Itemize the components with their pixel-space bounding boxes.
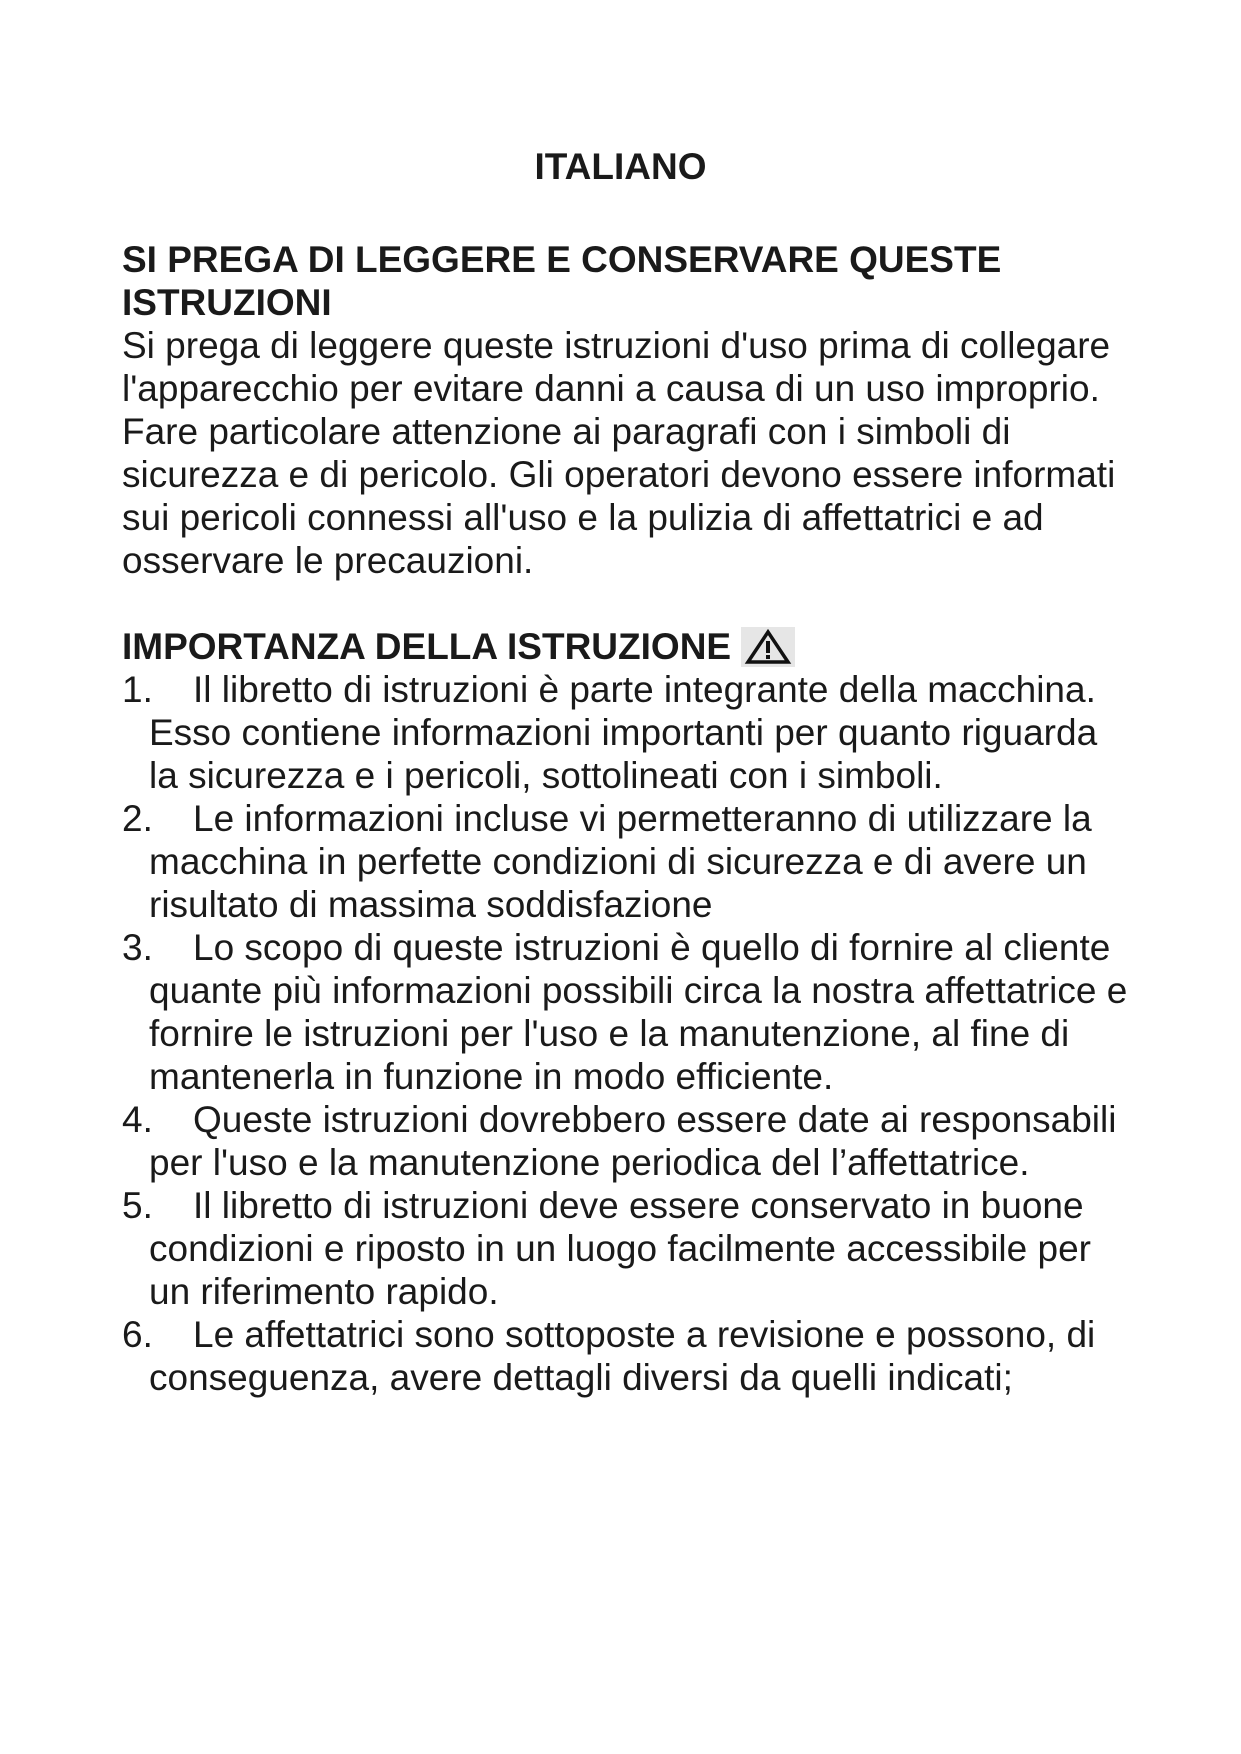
section-heading-read-instructions: SI PREGA DI LEGGERE E CONSERVARE QUESTE ISTRUZIONI	[122, 239, 1002, 323]
warning-triangle-icon	[741, 627, 795, 667]
list-item-text: Lo scopo di queste istruzioni è quello di fornire al cliente quante più informazioni possibili circa la nostra affettatrice e fornire le istruzioni per l'uso e la manutenzione, al fine di mantenerla in funzione in modo efficiente.	[149, 927, 1128, 1097]
language-title: ITALIANO	[534, 146, 707, 187]
list-item-number: 3.	[122, 927, 153, 968]
list-item	[122, 1313, 1132, 1399]
section-heading-importance-label: IMPORTANZA DELLA ISTRUZIONE	[122, 626, 732, 667]
list-item	[122, 926, 1132, 1098]
list-item	[122, 1098, 1132, 1184]
list-item-text: Queste istruzioni dovrebbero essere date ai responsabili per l'uso e la manutenzione periodica del l’affettatrice.	[149, 1099, 1117, 1183]
list-item	[122, 1184, 1132, 1313]
instructions-list	[122, 668, 1132, 1399]
document-content	[122, 238, 1132, 1399]
list-item-number: 5.	[122, 1185, 153, 1226]
list-item-number: 1.	[122, 669, 153, 710]
list-item-number: 6.	[122, 1314, 153, 1355]
list-item	[122, 668, 1132, 797]
section-heading-importance	[122, 625, 1132, 668]
list-item-number: 4.	[122, 1099, 153, 1140]
intro-paragraph: Si prega di leggere queste istruzioni d'uso prima di collegare l'apparecchio per evitare danni a causa di un uso improprio. Fare particolare attenzione ai paragrafi con i simboli di sicurezza e di pericolo. Gli operatori devono essere informati sui pericoli connessi all'uso e la pulizia di affettatrici e ad osservare le precauzioni.	[122, 325, 1116, 581]
list-item-text: Il libretto di istruzioni deve essere conservato in buone condizioni e riposto in un luogo facilmente accessibile per un riferimento rapido.	[149, 1185, 1091, 1312]
list-item-text: Le affettatrici sono sottoposte a revisione e possono, di conseguenza, avere dettagli diversi da quelli indicati;	[149, 1314, 1096, 1398]
list-item-number: 2.	[122, 798, 153, 839]
list-item-text: Le informazioni incluse vi permetteranno di utilizzare la macchina in perfette condizioni di sicurezza e di avere un risultato di massima soddisfazione	[149, 798, 1092, 925]
list-item-text: Il libretto di istruzioni è parte integrante della macchina. Esso contiene informazioni importanti per quanto riguarda la sicurezza e i pericoli, sottolineati con i simboli.	[149, 669, 1098, 796]
list-item	[122, 797, 1132, 926]
